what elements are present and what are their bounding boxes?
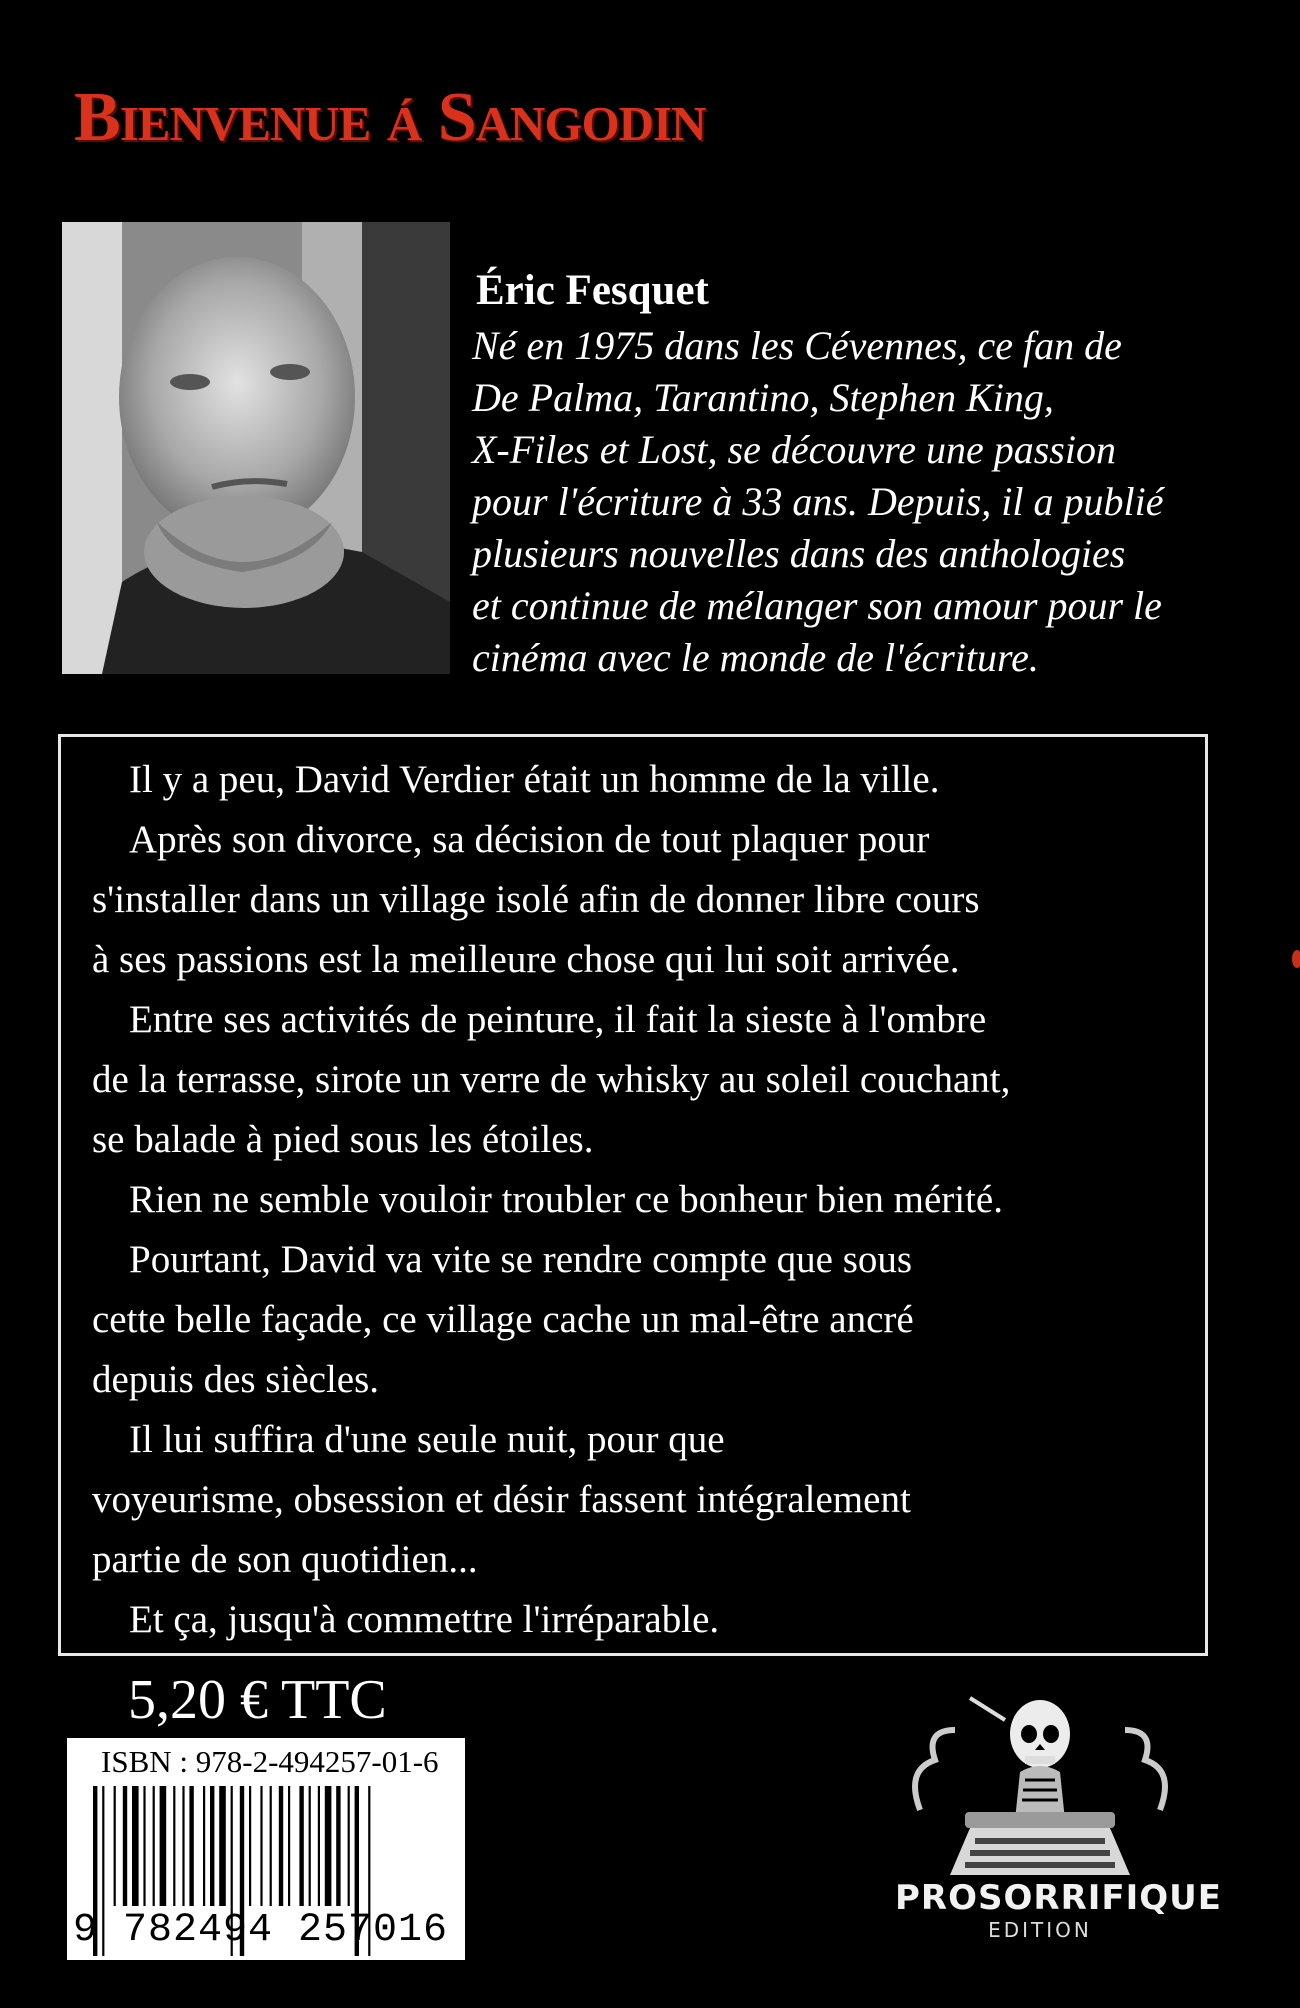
author-photo <box>62 222 450 674</box>
summary-line: Il lui suffira d'une seule nuit, pour que <box>129 1418 725 1461</box>
barcode-bar <box>123 1786 127 1906</box>
red-mark <box>1292 950 1300 968</box>
barcode-bar <box>299 1786 303 1906</box>
barcode-bar <box>132 1786 139 1906</box>
summary-line: Et ça, jusqu'à commettre l'irréparable. <box>129 1598 720 1641</box>
summary-line: Rien ne semble vouloir troubler ce bonheur bien mérité. <box>129 1178 1003 1221</box>
summary-line: Pourtant, David va vite se rendre compte que sous <box>129 1238 913 1281</box>
summary-line: s'installer dans un village isolé afin de donner libre cours <box>92 878 980 921</box>
barcode-bar <box>189 1786 193 1906</box>
skull-typewriter-icon <box>895 1690 1185 1890</box>
barcode-bar <box>309 1786 311 1906</box>
author-name: Éric Fesquet <box>476 267 709 314</box>
barcode-bar <box>288 1786 290 1906</box>
author-bio <box>472 320 1272 684</box>
summary-line: voyeurisme, obsession et désir fassent intégralement <box>92 1478 911 1521</box>
publisher-sub: EDITION <box>988 1918 1092 1942</box>
summary-line: depuis des siècles. <box>92 1358 380 1401</box>
barcode-block <box>67 1738 465 1960</box>
barcode-bar <box>219 1786 226 1906</box>
barcode-bar <box>260 1786 262 1906</box>
summary-line: partie de son quotidien... <box>92 1538 478 1581</box>
barcode-bar <box>173 1786 175 1906</box>
barcode-bar <box>143 1786 145 1906</box>
barcode-bar <box>210 1786 214 1906</box>
ean-digits: 9 782494 257016 <box>73 1908 449 1953</box>
barcode-bar <box>160 1786 167 1906</box>
bio-line: plusieurs nouvelles dans des anthologies <box>472 531 1126 576</box>
summary-line: Il y a peu, David Verdier était un homme de la ville. <box>129 758 940 801</box>
barcode-bar <box>336 1786 340 1906</box>
summary-line: Après son divorce, sa décision de tout plaquer pour <box>129 818 930 861</box>
summary-line: se balade à pied sous les étoiles. <box>92 1118 594 1161</box>
summary-line: Entre ses activités de peinture, il fait la sieste à l'ombre <box>129 998 987 1041</box>
barcode-bar <box>203 1786 205 1906</box>
bio-line: Né en 1975 dans les Cévennes, ce fan de <box>472 323 1122 368</box>
bio-line: et continue de mélanger son amour pour le <box>472 583 1162 628</box>
bio-line: X-Files et Lost, se découvre une passion <box>472 427 1116 472</box>
barcode-bar <box>153 1786 155 1906</box>
barcode-bar <box>279 1786 283 1906</box>
barcode-bar <box>249 1786 251 1906</box>
barcode-bar <box>348 1786 350 1906</box>
author-portrait-image <box>62 222 450 674</box>
barcode-bar <box>270 1786 272 1906</box>
barcode-bar <box>182 1786 184 1906</box>
summary-line: cette belle façade, ce village cache un mal-être ancré <box>92 1298 914 1341</box>
barcode-bar <box>114 1786 116 1906</box>
barcode-bar <box>318 1786 320 1906</box>
bio-line: cinéma avec le monde de l'écriture. <box>472 635 1039 680</box>
summary-line: à ses passions est la meilleure chose qui lui soit arrivée. <box>92 938 960 981</box>
publisher-logo <box>895 1690 1223 1960</box>
bio-line: pour l'écriture à 33 ans. Depuis, il a publié <box>472 479 1164 524</box>
isbn-text: ISBN : 978-2-494257-01-6 <box>101 1744 439 1779</box>
barcode-bar <box>325 1786 332 1906</box>
book-summary <box>92 750 1202 1650</box>
publisher-name: PROSORRIFIQUE <box>895 1878 1223 1918</box>
summary-line: de la terrasse, sirote un verre de whisky au soleil couchant, <box>92 1058 1011 1101</box>
bio-line: De Palma, Tarantino, Stephen King, <box>472 375 1054 420</box>
book-title: Bienvenue á Sangodin <box>74 79 706 156</box>
price: 5,20 € TTC <box>128 1669 387 1731</box>
